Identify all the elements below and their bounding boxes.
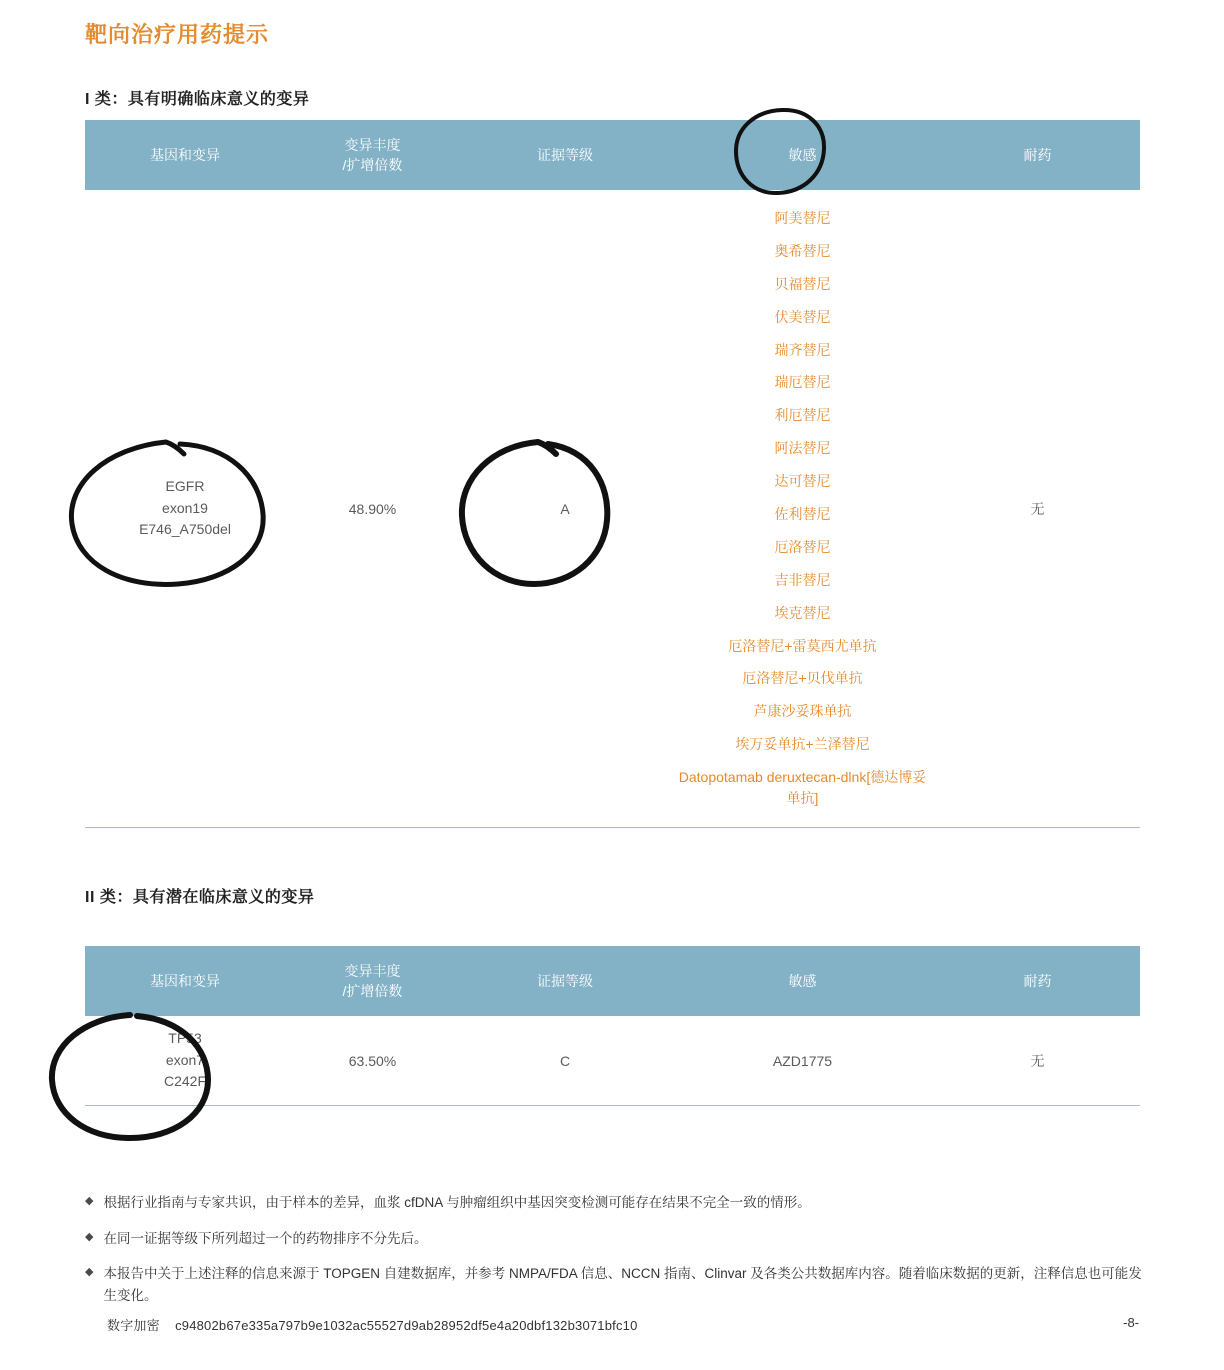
encryption-code: c94802b67e335a797b9e1032ac55527d9ab28952df5e4a20dbf132b3071bfc10 <box>175 1318 638 1333</box>
diamond-bullet-icon: ◆ <box>85 1230 94 1243</box>
header-sensitive: 敏感 <box>670 946 935 1016</box>
diamond-bullet-icon: ◆ <box>85 1195 94 1207</box>
drug-item: 厄洛替尼+雷莫西尤单抗 <box>728 637 877 654</box>
drug-item: 吉非替尼 <box>774 571 831 588</box>
drug-item: 达可替尼 <box>774 473 831 490</box>
drug-item: 埃克替尼 <box>774 604 831 621</box>
footnote-text: 本报告中关于上述注释的信息来源于 TOPGEN 自建数据库，并参考 NMPA/FDA 信息、NCCN 指南、Clinvar 及各类公共数据库内容。随着临床数据的更新，注释信息也可能发生变化。 <box>103 1266 1142 1303</box>
table-header-row <box>85 946 1140 1016</box>
section-title-class-i: I 类：具有明确临床意义的变异 <box>85 91 310 108</box>
cell-frequency: 63.50% <box>285 1016 460 1106</box>
header-frequency-line2: /扩增倍数 <box>342 157 403 173</box>
page-number: -8- <box>1123 1315 1139 1330</box>
footnote-text: 在同一证据等级下所列超过一个的药物排序不分先后。 <box>103 1230 428 1246</box>
table-row <box>85 190 1140 828</box>
cell-gene-variant <box>85 1016 285 1106</box>
header-resistant: 耐药 <box>935 946 1140 1016</box>
header-frequency-line1: 变异丰度 <box>344 962 401 979</box>
drug-item: 伏美替尼 <box>774 308 831 325</box>
header-frequency-line1: 变异丰度 <box>344 136 401 153</box>
drug-item: 瑞齐替尼 <box>774 341 831 358</box>
cell-sensitive-drugs: AZD1775 <box>670 1016 935 1106</box>
header-evidence: 证据等级 <box>460 946 670 1016</box>
footnote-item <box>85 1192 1145 1214</box>
gene-name: EGFR <box>165 478 205 495</box>
header-gene: 基因和变异 <box>85 946 285 1016</box>
drug-item: 埃万妥单抗+兰泽替尼 <box>735 736 870 753</box>
cell-evidence-level: A <box>460 190 670 828</box>
table-header-row <box>85 120 1140 190</box>
drug-item: 厄洛替尼 <box>774 538 831 555</box>
gene-exon: exon7 <box>165 1051 205 1068</box>
gene-name: TP53 <box>168 1030 202 1046</box>
footnotes <box>85 1192 1145 1320</box>
cell-gene-variant <box>85 190 285 828</box>
drug-item: 瑞厄替尼 <box>774 374 831 391</box>
gene-exon: exon19 <box>162 499 208 516</box>
cell-resistant-drugs: 无 <box>935 190 1140 828</box>
encryption-label: 数字加密 <box>107 1318 160 1333</box>
drug-item: 芦康沙妥珠单抗 <box>753 703 852 720</box>
encryption-footer <box>107 1315 638 1334</box>
drug-item: 利厄替尼 <box>774 407 831 424</box>
cell-frequency: 48.90% <box>285 190 460 828</box>
drug-item: 奥希替尼 <box>774 242 831 259</box>
page-title: 靶向治疗用药提示 <box>85 22 270 47</box>
header-evidence: 证据等级 <box>460 120 670 190</box>
drug-item: 厄洛替尼+贝伐单抗 <box>742 670 863 687</box>
drug-item: 贝福替尼 <box>774 275 831 292</box>
diamond-bullet-icon: ◆ <box>85 1266 94 1279</box>
section-title-class-ii: II 类：具有潜在临床意义的变异 <box>85 889 315 906</box>
footnote-text: 根据行业指南与专家共识，由于样本的差异，血浆 cfDNA 与肿瘤组织中基因突变检测可能存在结果不完全一致的情形。 <box>103 1195 811 1210</box>
class-i-variant-table <box>85 120 1140 828</box>
class-ii-variant-table <box>85 946 1140 1106</box>
footnote-item <box>85 1263 1145 1306</box>
sensitive-drug-list <box>674 202 931 815</box>
header-frequency <box>285 946 460 1016</box>
cell-resistant-drugs: 无 <box>935 1016 1140 1106</box>
header-sensitive: 敏感 <box>670 120 935 190</box>
footnote-item <box>85 1228 1145 1250</box>
cell-sensitive-drugs <box>670 190 935 828</box>
drug-item: 阿法替尼 <box>774 440 831 457</box>
header-frequency <box>285 120 460 190</box>
table-row <box>85 1016 1140 1106</box>
gene-mutation: C242F <box>163 1073 207 1090</box>
drug-item: Datopotamab deruxtecan-dlnk[德达博妥单抗] <box>678 769 927 807</box>
header-frequency-line2: /扩增倍数 <box>342 983 403 999</box>
cell-evidence-level: C <box>460 1016 670 1106</box>
drug-item: 阿美替尼 <box>774 210 831 226</box>
header-resistant: 耐药 <box>935 120 1140 190</box>
drug-item: 佐利替尼 <box>774 506 831 523</box>
gene-mutation: E746_A750del <box>139 521 231 538</box>
header-gene: 基因和变异 <box>85 120 285 190</box>
